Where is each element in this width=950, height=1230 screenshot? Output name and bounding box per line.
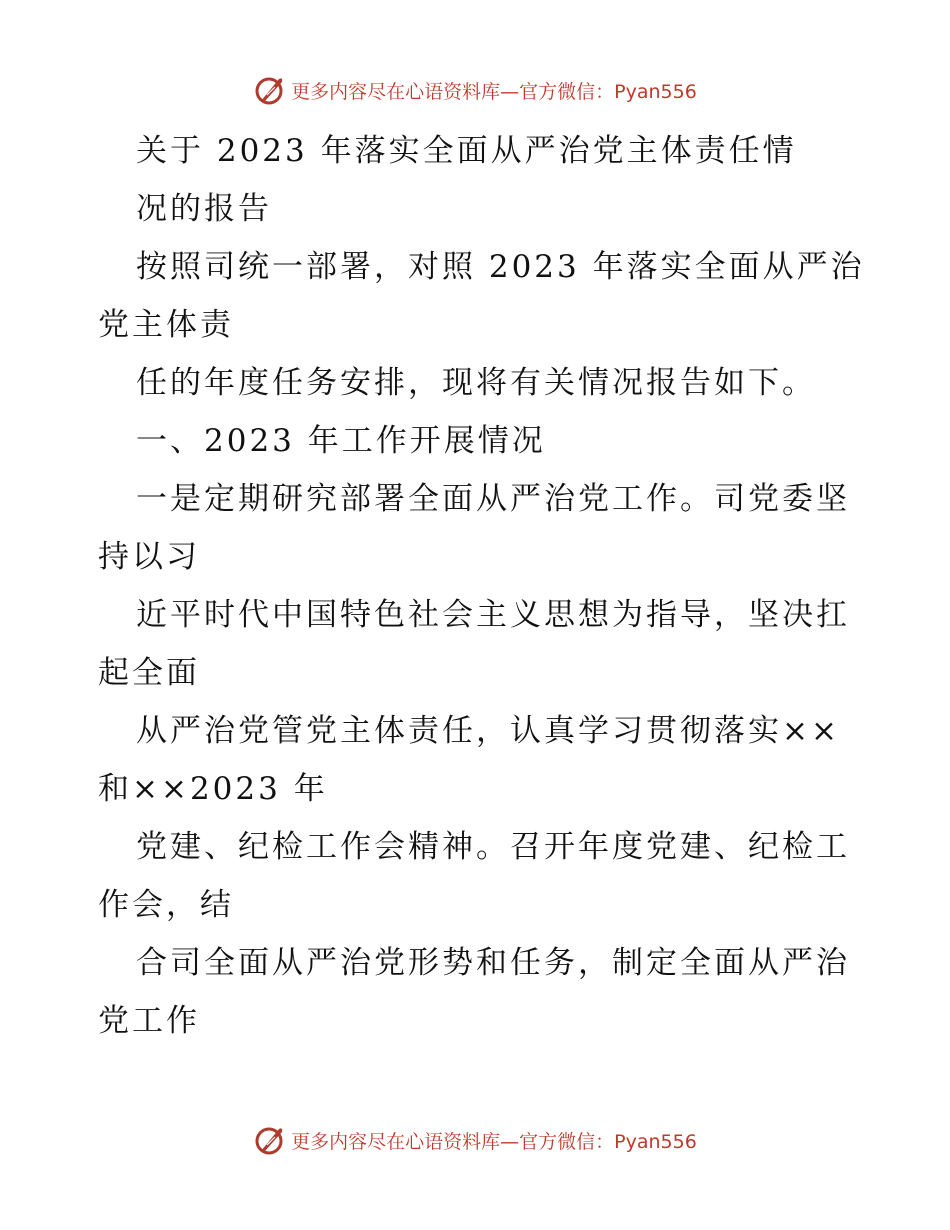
- footer-banner-text: 更多内容尽在心语资料库—官方微信：Pyan556: [291, 1130, 697, 1153]
- paragraph-line: 任的年度任务安排，现将有关情况报告如下。: [136, 365, 816, 401]
- header-banner: [0, 70, 950, 110]
- paragraph-line: 按照司统一部署，对照 2023 年落实全面从严治: [136, 249, 865, 285]
- header-banner-text: 更多内容尽在心语资料库—官方微信：Pyan556: [291, 80, 697, 103]
- paragraph-line: 党主体责: [98, 307, 234, 343]
- paragraph-line: 近平时代中国特色社会主义思想为指导，坚决扛: [136, 597, 850, 633]
- feather-seal-icon: [253, 73, 287, 107]
- paragraph-line: 起全面: [98, 655, 200, 691]
- paragraph-line: 一是定期研究部署全面从严治党工作。司党委坚: [136, 481, 850, 517]
- paragraph-line: 合司全面从严治党形势和任务，制定全面从严治: [136, 945, 850, 981]
- paragraph-line: 作会，结: [98, 887, 234, 923]
- footer-banner: [0, 1120, 950, 1160]
- paragraph-line: 持以习: [98, 539, 200, 575]
- title-line-1: 关于 2023 年落实全面从严治党主体责任情: [136, 133, 797, 169]
- paragraph-line: 党建、纪检工作会精神。召开年度党建、纪检工: [136, 829, 850, 865]
- feather-seal-icon: [253, 1123, 287, 1157]
- paragraph-line: 和××2023 年: [98, 771, 328, 807]
- paragraph-line: 从严治党管党主体责任，认真学习贯彻落实××: [136, 713, 840, 749]
- section-heading: 一、2023 年工作开展情况: [136, 423, 546, 459]
- paragraph-line: 党工作: [98, 1003, 200, 1039]
- title-line-2: 况的报告: [136, 191, 272, 227]
- document-body: [98, 122, 865, 1050]
